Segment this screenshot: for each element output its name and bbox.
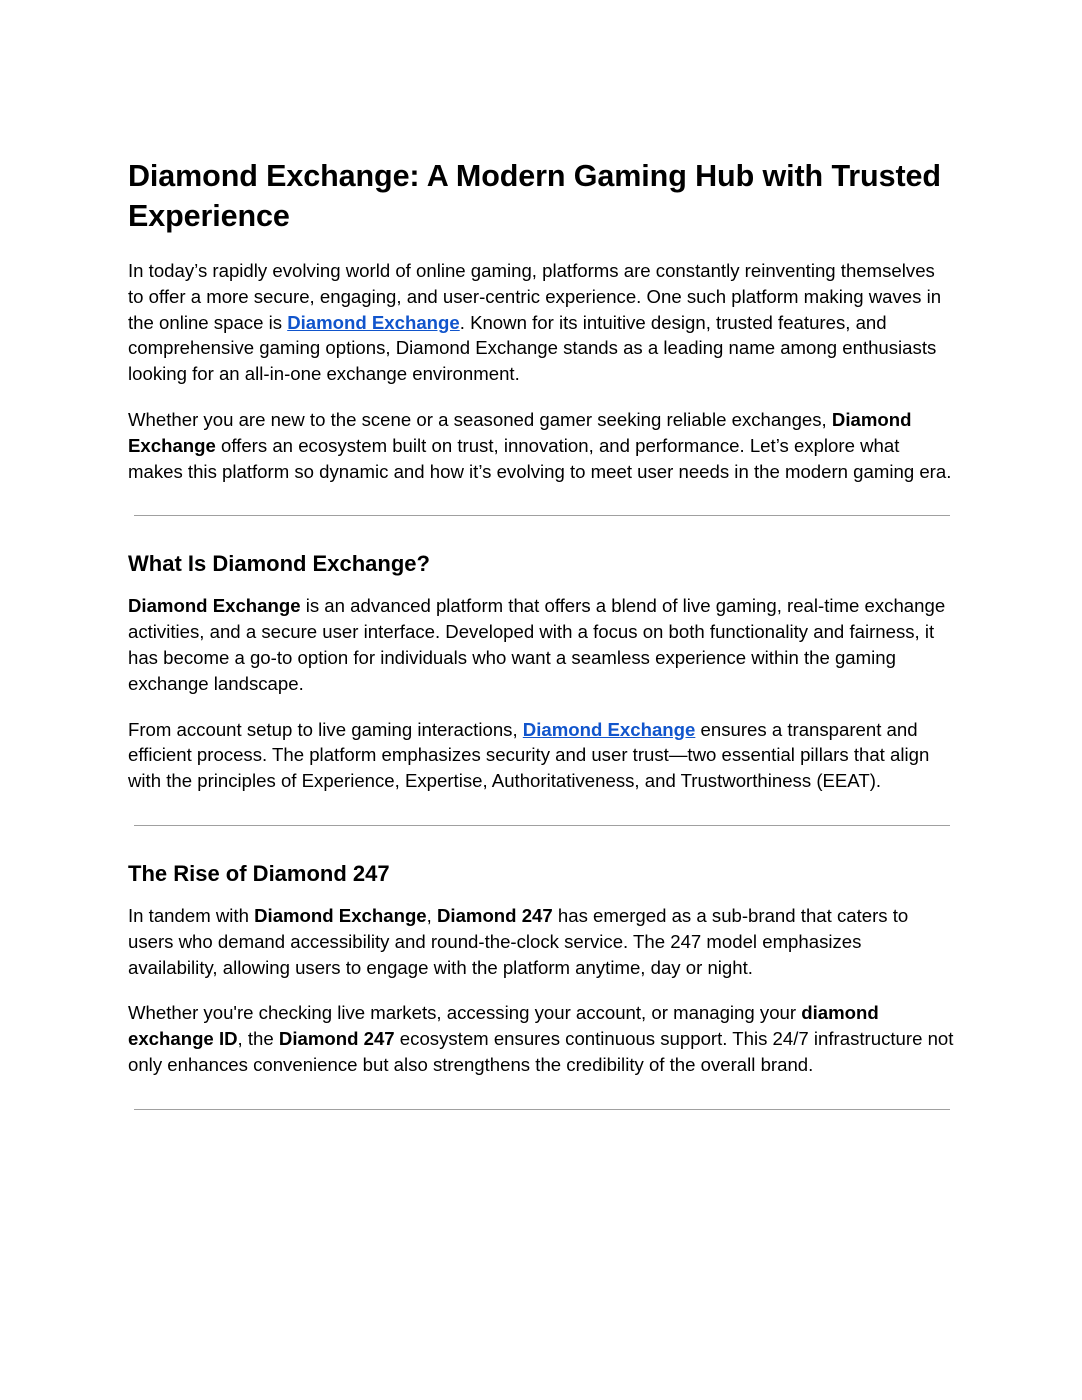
section2-p2-bold-2: Diamond 247 [278,1028,395,1050]
section-heading-rise-of-diamond-247: The Rise of Diamond 247 [128,860,390,886]
section2-p2-bold-1: diamond exchange ID [128,1002,879,1050]
intro-p1-text-a: In today’s rapidly evolving world of online gaming, platforms are constantly reinventing themselves to offer a more secure, engaging, and user-centric experience. One such platform making waves in the online space is [128,260,942,333]
section1-p2-text-b: ensures a transparent and efficient process. The platform emphasizes security and user trust—two essential pillars that align with the principles of Experience, Expertise, Authoritativeness, and Trustworthiness (EEAT). [128,718,930,792]
section2-p1-text-c: has emerged as a sub-brand that caters to users who demand accessibility and round-the-clock service. The 247 model emphasizes availability, allowing users to engage with the platform anytime, day or night. [128,904,909,978]
document-page [128,156,954,1110]
section-divider-3 [134,1109,950,1110]
section2-p1-text-b: , [426,904,437,926]
section-divider-1 [134,515,950,516]
section2-p1-bold-1: Diamond Exchange [254,904,427,926]
intro-p1-text-b: . Known for its intuitive design, trusted features, and comprehensive gaming options, Diamond Exchange stands as a leading name among enthusiasts looking for an all-in-one exchange environment. [128,311,937,385]
intro-paragraph-2 [128,407,954,484]
section2-paragraph-2 [128,1000,954,1077]
intro-paragraph-1 [128,258,954,387]
section1-p2-text-a: From account setup to live gaming interactions, [128,718,523,740]
page-title: Diamond Exchange: A Modern Gaming Hub with Trusted Experience [128,159,941,233]
section2-p1-text-a: In tandem with [128,904,255,926]
section1-paragraph-1 [128,593,954,696]
section1-paragraph-2 [128,717,954,794]
section2-p1-bold-2: Diamond 247 [436,904,553,926]
section1-p1-text-b: is an advanced platform that offers a blend of live gaming, real-time exchange activities, and a secure user interface. Developed with a focus on both functionality and fairness, it has become a go-to option for individuals who want a seamless experience within the gaming exchange landscape. [128,595,946,694]
section-heading-what-is: What Is Diamond Exchange? [128,551,430,577]
intro-p2-bold: Diamond Exchange [128,408,912,456]
section2-paragraph-1 [128,903,954,980]
intro-p2-text-a: Whether you are new to the scene or a seasoned gamer seeking reliable exchanges, [128,408,832,430]
section2-p2-text-c: ecosystem ensures continuous support. This 24/7 infrastructure not only enhances convenience but also strengthens the credibility of the overall brand. [128,1028,954,1075]
section2-p2-text-a: Whether you're checking live markets, accessing your account, or managing your [128,1002,802,1024]
diamond-exchange-link-2[interactable]: Diamond Exchange [522,718,696,740]
diamond-exchange-link-1[interactable]: Diamond Exchange [287,311,460,333]
section-divider-2 [134,825,950,826]
section1-p1-bold: Diamond Exchange [128,595,301,617]
section2-p2-text-b: , the [237,1028,279,1050]
intro-p2-text-b: offers an ecosystem built on trust, innovation, and performance. Let’s explore what makes this platform so dynamic and how it’s evolving to meet user needs in the modern gaming era. [128,434,952,482]
